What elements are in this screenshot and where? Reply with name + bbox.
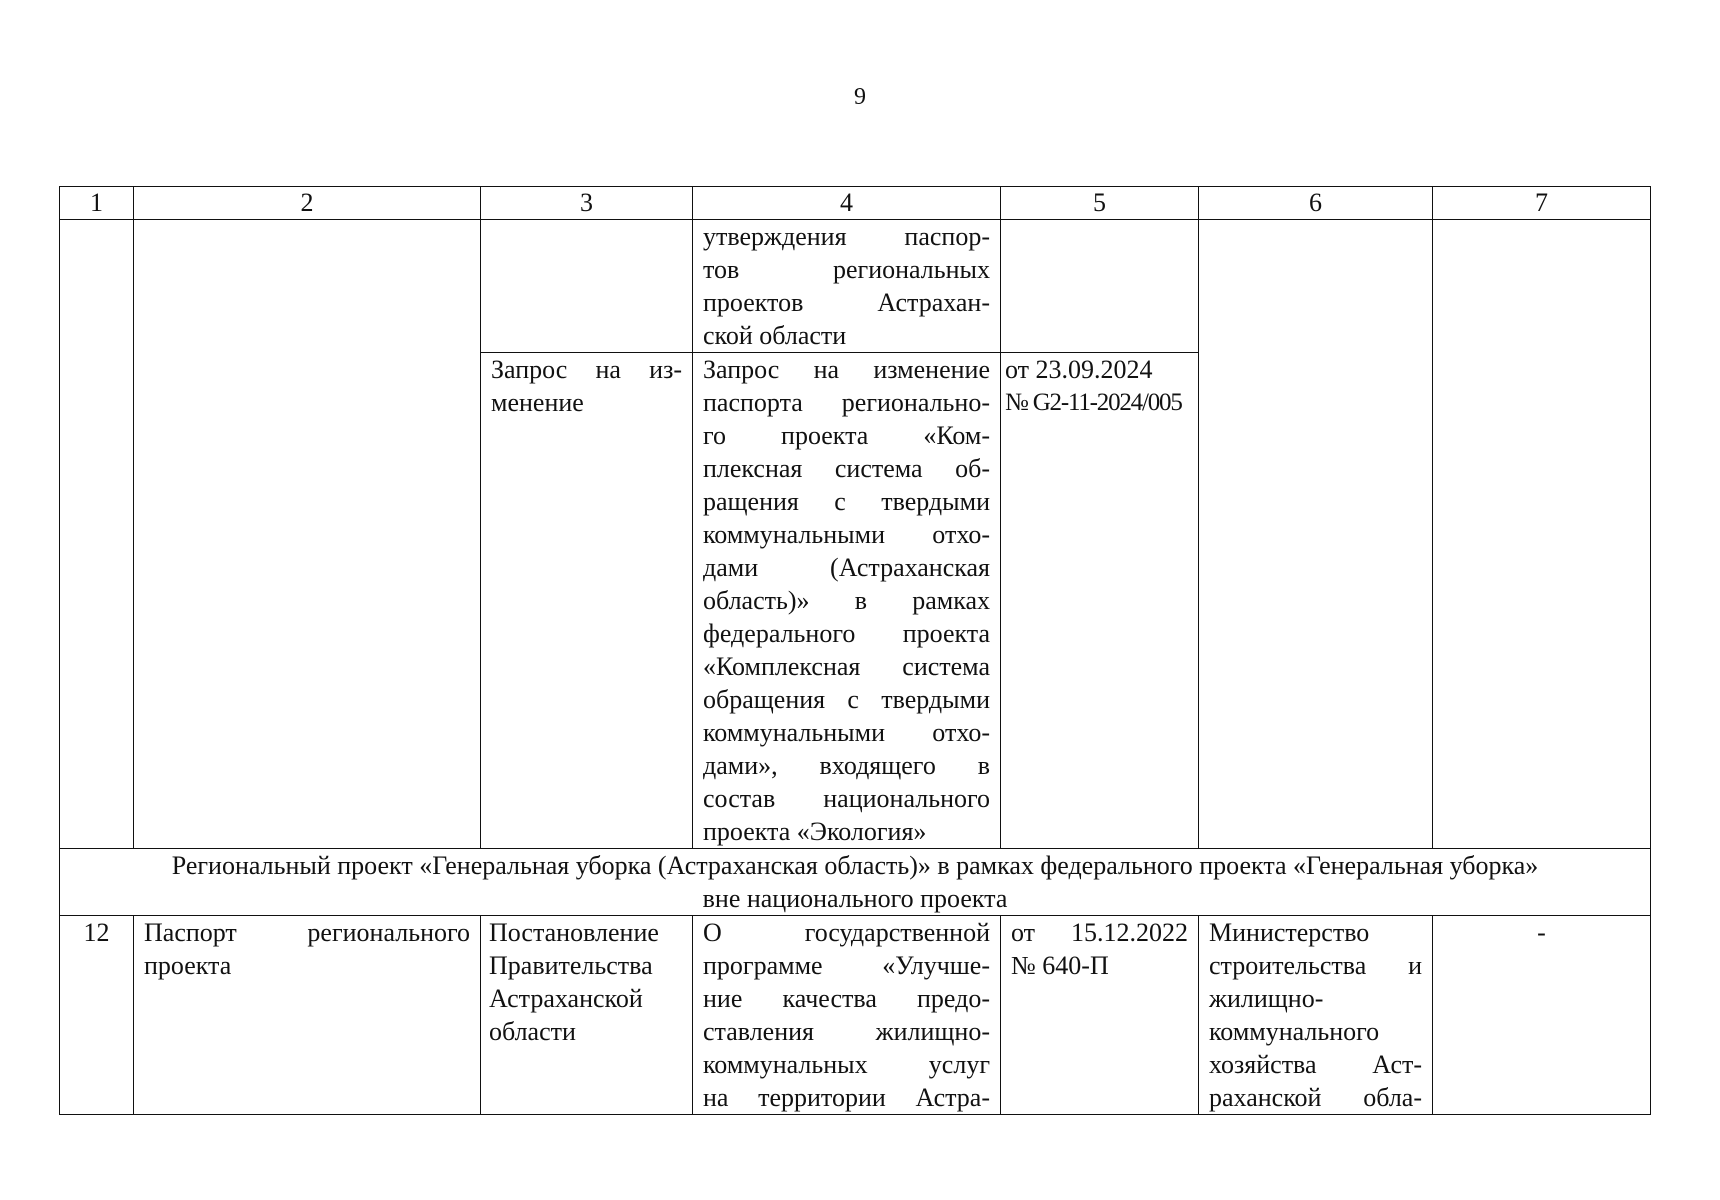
text-line: Паспорт регионального [144,918,470,947]
text-line: коммунальных услуг [703,1050,990,1079]
text-line: коммунального [1209,1017,1380,1046]
text-line: Астраханской [489,984,643,1013]
text-line: федерального проекта [703,619,990,648]
text-line: на территории Астра- [703,1083,990,1112]
number-line: № G2-11-2024/005 [1005,389,1182,416]
text-line: коммунальными отхо- [703,520,990,549]
cell-row-number: 12 [60,916,134,1115]
header-cell-7: 7 [1433,187,1651,220]
text-line: Запрос на изменение [703,355,990,384]
cell-document-type [134,916,481,1115]
text-line: паспорта регионально- [703,388,990,417]
header-cell-2: 2 [134,187,481,220]
text-line: дами (Астраханская [703,553,990,582]
text-line: менение [491,388,584,417]
text-line: область)» в рамках [703,586,990,615]
cell-col7-empty [1433,220,1651,849]
text-line: плексная система об- [703,454,990,483]
date-line: от 23.09.2024 [1005,355,1153,384]
page-number: 9 [854,84,866,110]
cell-document-kind [481,353,693,849]
header-cell-4: 4 [693,187,1001,220]
text-line: ставления жилищно- [703,1017,990,1046]
text-line: строительства и [1209,951,1422,980]
text-line: О государственной [703,918,990,947]
text-line: дами», входящего в [703,751,990,780]
cell-document-date-number [1001,916,1199,1115]
text-line: проекта «Экология» [703,817,927,846]
header-cell-5: 5 [1001,187,1199,220]
cell-document-kind [481,916,693,1115]
section-title-line: вне национального проекта [702,884,1008,913]
text-line: жилищно- [1209,984,1324,1013]
text-line: ращения с твердыми [703,487,990,516]
text-line: ской области [703,321,847,350]
text-line: утверждения паспор- [703,222,990,251]
text-line: «Комплексная система [703,652,990,681]
text-line: коммунальными отхо- [703,718,990,747]
table-row-continuation [60,220,1651,353]
cell-document-title [693,353,1001,849]
text-line: Запрос на из- [491,355,682,384]
cell-document-title [693,916,1001,1115]
cell-col5-empty [1001,220,1199,353]
cell-col6-empty [1199,220,1433,849]
text-line: раханской обла- [1209,1083,1422,1112]
header-cell-3: 3 [481,187,693,220]
text-line: Правительства [489,951,653,980]
text-line: Постановление [489,918,659,947]
text-line: тов региональных [703,255,990,284]
cell-responsible-body [1199,916,1433,1115]
cell-note: - [1433,916,1651,1115]
header-cell-1: 1 [60,187,134,220]
date-line: от 15.12.2022 [1011,918,1188,947]
text-line: состав национального [703,784,990,813]
cell-number-empty [60,220,134,849]
cell-col4-continuation [693,220,1001,353]
text-line: Министерство [1209,918,1370,947]
section-header-row [60,849,1651,916]
section-title-line: Региональный проект «Генеральная уборка (Астраханская область)» в рамках федерального проекта «Генеральная уборка» [171,851,1539,880]
text-line: проекта [144,951,232,980]
text-line: ние качества предо- [703,984,990,1013]
text-line: области [489,1017,576,1046]
text-line: программе «Улучше- [703,951,990,980]
document-table [59,186,1651,1115]
text-line: обращения с твердыми [703,685,990,714]
text-line: проектов Астрахан- [703,288,990,317]
cell-col3-empty [481,220,693,353]
table-header-row [60,187,1651,220]
text-line: го проекта «Ком- [703,421,990,450]
cell-document-date-number [1001,353,1199,849]
text-line: хозяйства Аст- [1209,1050,1422,1079]
cell-document-type-empty [134,220,481,849]
number-line: № 640-П [1011,951,1109,980]
section-title [60,849,1651,916]
table-row-12 [60,916,1651,1115]
header-cell-6: 6 [1199,187,1433,220]
